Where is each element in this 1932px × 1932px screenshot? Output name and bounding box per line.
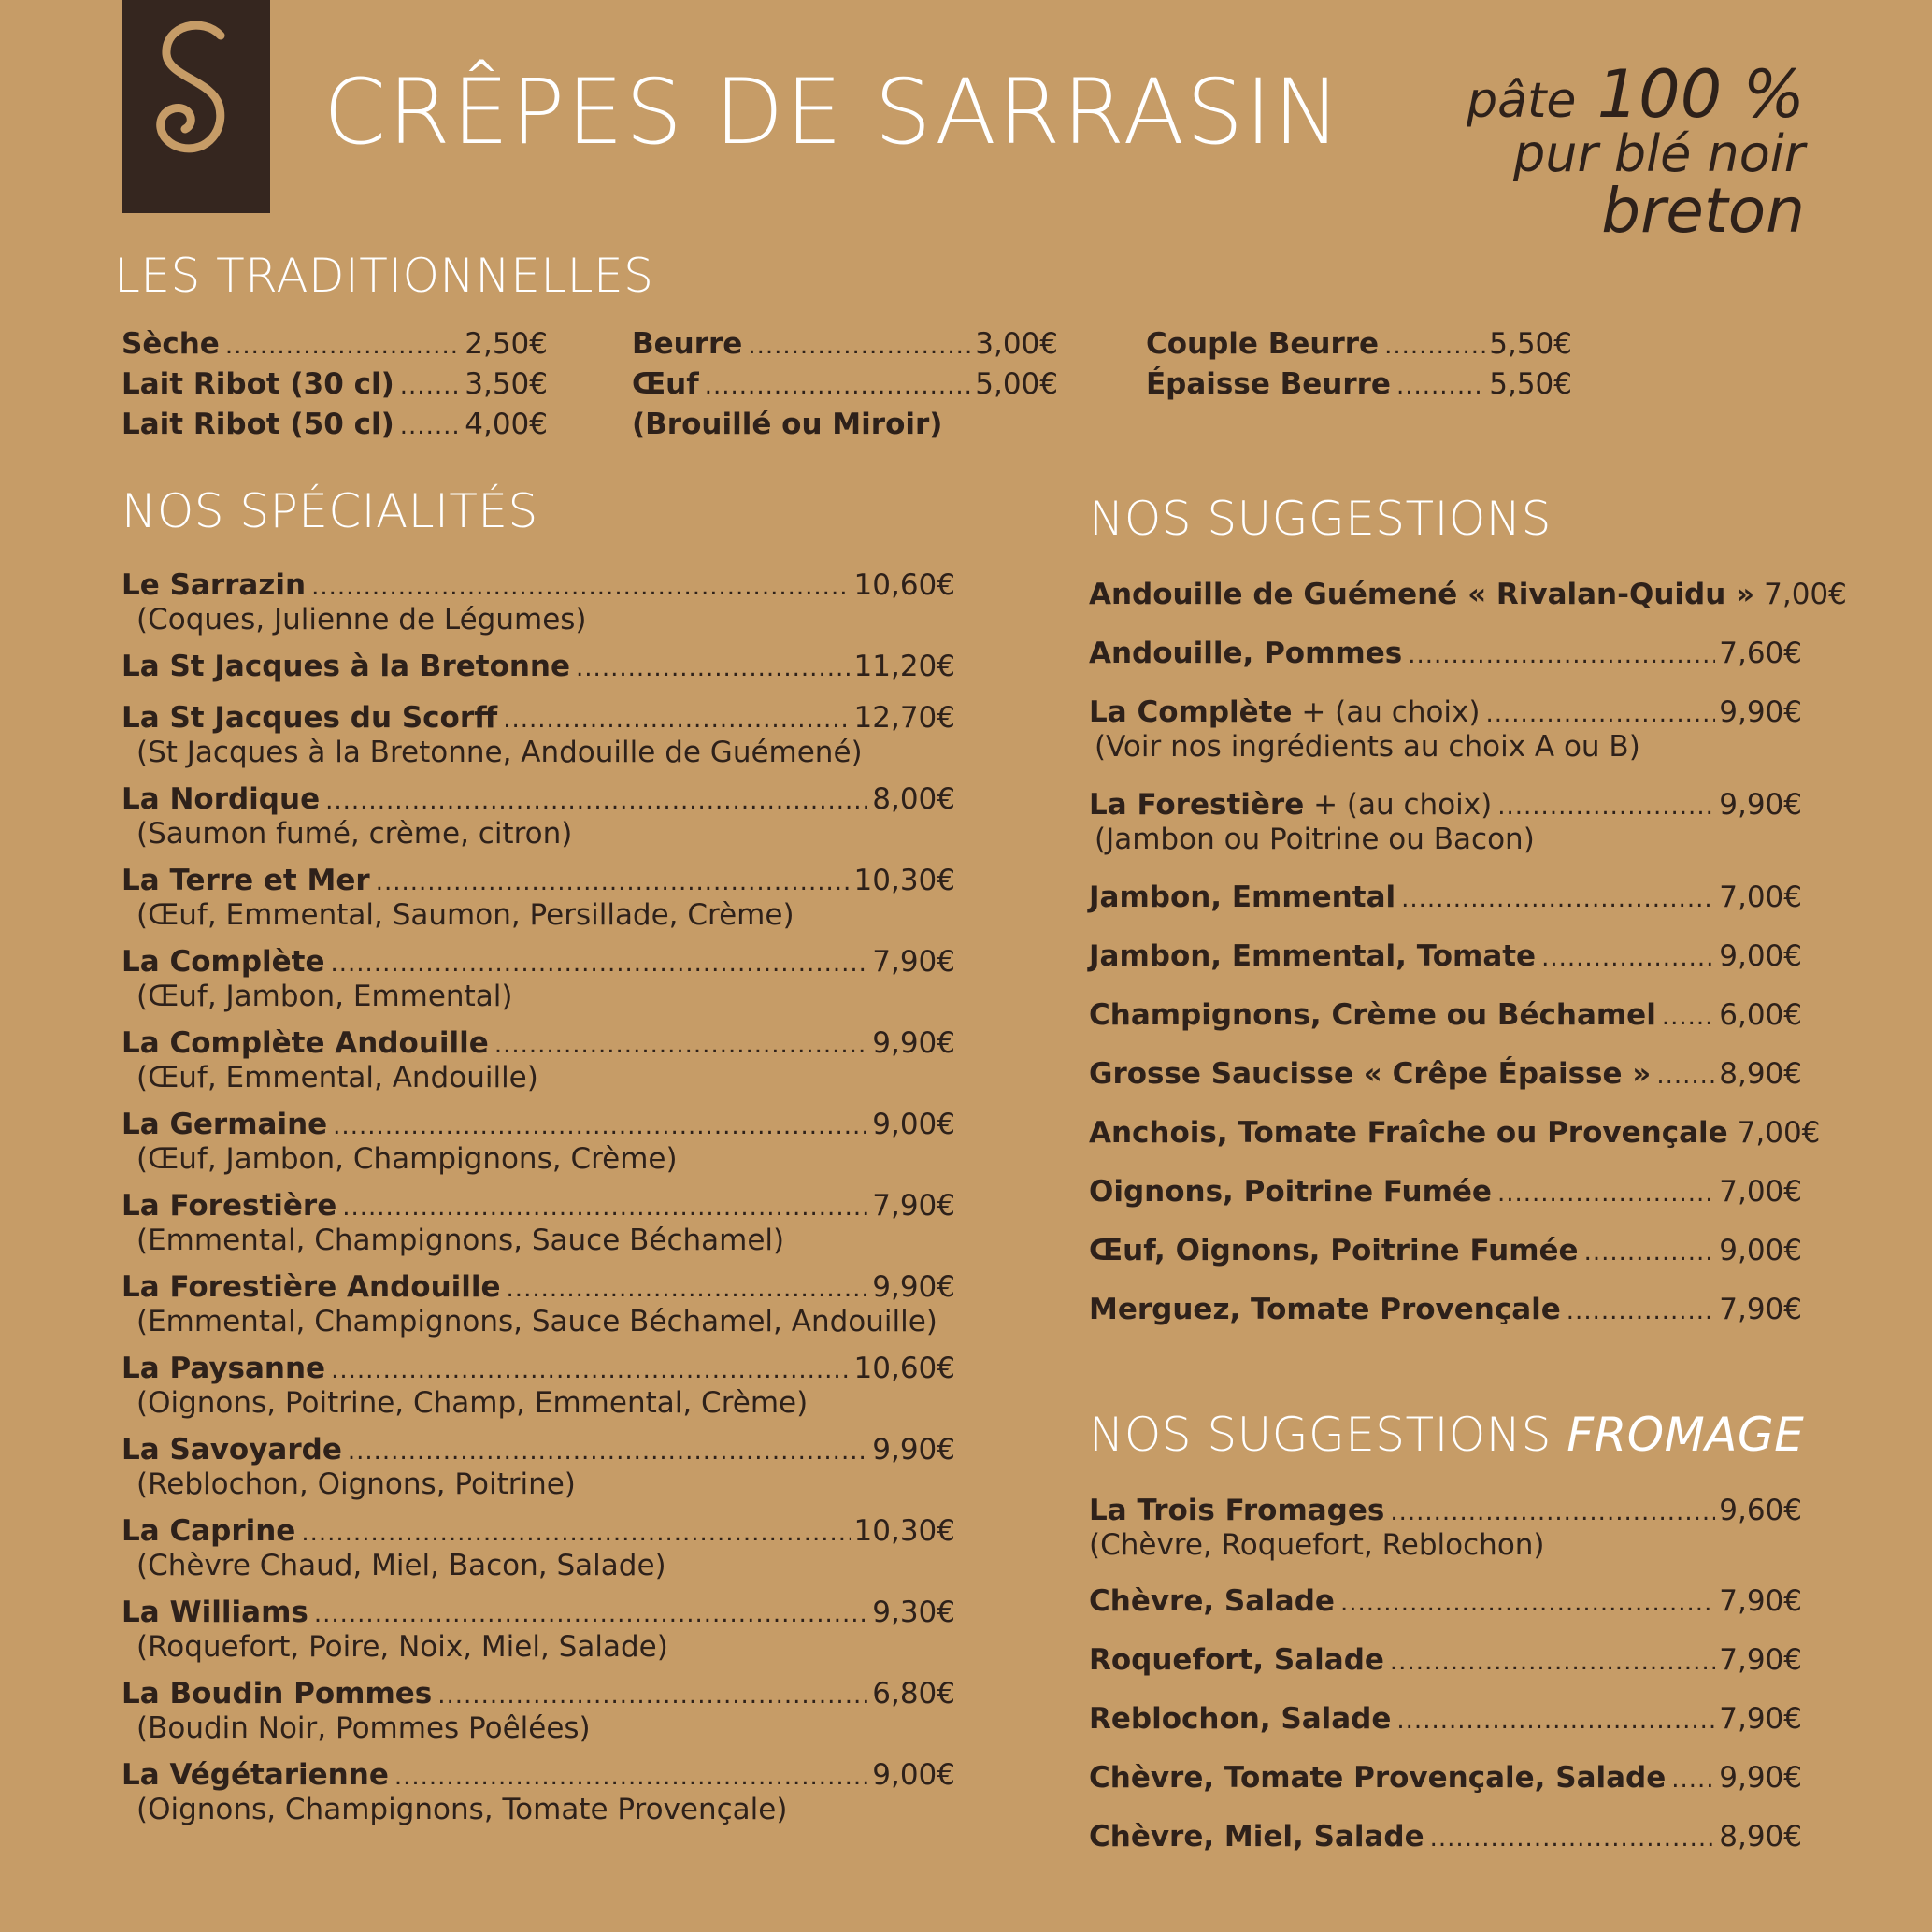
menu-item-description: (Chèvre Chaud, Miel, Bacon, Salade) xyxy=(136,1549,666,1582)
menu-item-line xyxy=(122,1026,955,1062)
menu-item-line xyxy=(1089,788,1802,823)
menu-item xyxy=(122,568,955,650)
dot-leader xyxy=(311,568,850,604)
menu-item xyxy=(122,701,955,782)
menu-item-name-text: La Complète Andouille xyxy=(122,1026,489,1060)
menu-item-name xyxy=(1089,880,1395,914)
menu-item-name-text: Jambon, Emmental, Tomate xyxy=(1089,939,1537,973)
menu-item-line xyxy=(1089,1820,1802,1855)
menu-item-name xyxy=(122,1677,432,1710)
menu-item-price: 10,30€ xyxy=(853,1514,955,1548)
menu-item-line xyxy=(1089,998,1802,1034)
dot-leader xyxy=(394,1758,868,1794)
menu-item-name xyxy=(122,1189,336,1223)
menu-item-description: (Œuf, Jambon, Champignons, Crème) xyxy=(136,1142,678,1176)
menu-item xyxy=(1089,998,1802,1057)
menu-item-price: 6,80€ xyxy=(872,1677,955,1710)
menu-item-name-text: La Nordique xyxy=(122,782,321,816)
suggestions-list xyxy=(1089,578,1847,1352)
menu-item-price: 9,30€ xyxy=(872,1596,955,1629)
menu-item xyxy=(1089,578,1847,637)
menu-item-name-text: Andouille, Pommes xyxy=(1089,637,1403,670)
menu-item xyxy=(122,1596,955,1677)
menu-item-line xyxy=(122,1108,955,1143)
dot-leader xyxy=(494,1026,868,1062)
menu-item-name xyxy=(1089,1494,1384,1527)
menu-item xyxy=(122,1514,955,1596)
menu-item-price: 7,00€ xyxy=(1719,1175,1802,1209)
dot-leader xyxy=(1541,939,1715,975)
menu-item xyxy=(122,1189,955,1270)
menu-item-price: 7,90€ xyxy=(1719,1702,1802,1736)
menu-item-line xyxy=(1089,939,1802,975)
menu-item-name xyxy=(1089,788,1492,822)
dot-leader xyxy=(331,1352,850,1387)
menu-item-name-text: La Forestière xyxy=(122,1189,337,1223)
swirl-s-logo-icon xyxy=(138,19,252,159)
menu-item xyxy=(122,1108,955,1189)
menu-item-name-text: Anchois, Tomate Fraîche ou Provençale xyxy=(1089,1116,1728,1150)
dot-leader xyxy=(348,1433,868,1468)
dot-leader xyxy=(1430,1820,1716,1855)
dot-leader xyxy=(333,1108,868,1143)
menu-item: Couple Beurre ..... 5,50€ xyxy=(1146,325,1572,365)
menu-item-name xyxy=(1089,1761,1666,1795)
dot-leader xyxy=(1567,1293,1715,1328)
specialites-list xyxy=(122,568,955,1839)
menu-item-name xyxy=(122,1758,389,1792)
menu-item-line xyxy=(122,1270,955,1306)
dot-leader xyxy=(325,782,868,818)
menu-item xyxy=(122,782,955,864)
menu-item-name-text: La Trois Fromages xyxy=(1089,1494,1385,1527)
menu-item-line xyxy=(1089,1494,1802,1529)
menu-item-name xyxy=(1089,939,1536,973)
tagline-line3: breton xyxy=(1601,175,1805,248)
menu-item-name-text: Œuf, Oignons, Poitrine Fumée xyxy=(1089,1234,1579,1267)
menu-item-name xyxy=(1089,998,1656,1032)
dot-leader xyxy=(376,864,851,899)
menu-item xyxy=(122,1026,955,1108)
menu-item-name xyxy=(122,701,497,735)
menu-item-name xyxy=(122,945,325,979)
menu-item-description: (Oignons, Poitrine, Champ, Emmental, Crème) xyxy=(136,1386,809,1420)
menu-item-name xyxy=(122,1108,327,1141)
menu-item-name xyxy=(1089,1293,1561,1326)
menu-item-description: (Coques, Julienne de Légumes) xyxy=(136,603,587,637)
menu-item xyxy=(1089,695,1802,788)
dot-leader xyxy=(1671,1761,1715,1796)
logo xyxy=(122,0,270,213)
menu-item-name xyxy=(122,864,370,897)
menu-item xyxy=(1089,1702,1802,1761)
menu-item-name xyxy=(122,782,320,816)
menu-item-description: (Œuf, Emmental, Andouille) xyxy=(136,1061,538,1095)
menu-item-price: 7,90€ xyxy=(872,945,955,979)
menu-item xyxy=(1089,1494,1802,1584)
menu-item-name xyxy=(1089,637,1402,670)
menu-item-price: 8,90€ xyxy=(1719,1057,1802,1091)
menu-item-name xyxy=(1089,1820,1424,1853)
heading-fromage-italic: FROMAGE xyxy=(1567,1408,1805,1462)
dot-leader xyxy=(1584,1234,1716,1269)
menu-item-price: 9,90€ xyxy=(872,1433,955,1467)
menu-item-price: 7,00€ xyxy=(1764,578,1847,611)
menu-item-price: 12,70€ xyxy=(853,701,955,735)
menu-item-description: (Œuf, Jambon, Emmental) xyxy=(136,980,513,1013)
section-heading-specialites: NOS SPÉCIALITÉS xyxy=(122,484,538,538)
tagline xyxy=(1467,56,1805,248)
menu-item-price: 9,00€ xyxy=(872,1108,955,1141)
menu-item-name-text: Chèvre, Salade xyxy=(1089,1584,1335,1618)
menu-item-price: 7,60€ xyxy=(1719,637,1802,670)
menu-item-price: 11,20€ xyxy=(853,650,955,683)
menu-item xyxy=(1089,1057,1802,1116)
dot-leader xyxy=(1656,1057,1715,1093)
menu-item: Beurre ..... 3,00€ xyxy=(632,325,1058,365)
menu-item-name-text: Reblochon, Salade xyxy=(1089,1702,1392,1736)
menu-item-name xyxy=(122,1026,489,1060)
menu-item-line xyxy=(1089,695,1802,731)
menu-item xyxy=(122,1433,955,1514)
menu-item-name xyxy=(1089,578,1754,611)
dot-leader xyxy=(1486,695,1716,731)
dot-leader xyxy=(1390,1643,1715,1679)
menu-item-price: 7,90€ xyxy=(1719,1584,1802,1618)
menu-item-description: (Boudin Noir, Pommes Poêlées) xyxy=(136,1711,591,1745)
menu-item-price: 7,00€ xyxy=(1719,880,1802,914)
heading-fromage-main: NOS SUGGESTIONS xyxy=(1089,1408,1567,1462)
menu-item-name-text: La Complète xyxy=(1089,695,1293,729)
menu-item xyxy=(1089,1234,1802,1293)
menu-item-name xyxy=(122,568,306,602)
menu-item-line xyxy=(1089,1584,1802,1620)
menu-item-name-text: Chèvre, Tomate Provençale, Salade xyxy=(1089,1761,1667,1795)
menu-item: Lait Ribot (30 cl) ..... 3,50€ xyxy=(122,365,548,406)
menu-item xyxy=(1089,1175,1802,1234)
menu-item xyxy=(122,1352,955,1433)
menu-item-line xyxy=(1089,1293,1802,1328)
menu-item-price: 9,90€ xyxy=(1719,695,1802,729)
dot-leader xyxy=(1340,1584,1715,1620)
menu-item-name-text: La Williams xyxy=(122,1596,308,1629)
dot-leader xyxy=(576,650,850,685)
menu-item-line xyxy=(122,1433,955,1468)
dot-leader xyxy=(1390,1494,1715,1529)
dot-leader xyxy=(1408,637,1715,672)
menu-item-price: 9,00€ xyxy=(1719,1234,1802,1267)
menu-item: Œuf ..... 5,00€ xyxy=(632,365,1058,406)
menu-item xyxy=(1089,1820,1802,1879)
dot-leader xyxy=(507,1270,869,1306)
menu-item-name-text: La St Jacques du Scorff xyxy=(122,701,498,735)
dot-leader xyxy=(503,701,850,737)
menu-item-line xyxy=(1089,1643,1802,1679)
menu-note: (Brouillé ou Miroir) xyxy=(632,408,943,441)
menu-item-name-text: Roquefort, Salade xyxy=(1089,1643,1384,1677)
menu-item-description: (Emmental, Champignons, Sauce Béchamel, Andouille) xyxy=(136,1305,937,1338)
menu-item xyxy=(122,650,955,701)
dot-leader xyxy=(1401,880,1715,916)
menu-item-description: (Oignons, Champignons, Tomate Provençale) xyxy=(136,1793,788,1826)
menu-item-price: 7,90€ xyxy=(1719,1643,1802,1677)
menu-item-name-text: La Savoyarde xyxy=(122,1433,342,1467)
menu-item-price: 9,00€ xyxy=(1719,939,1802,973)
menu-item-line xyxy=(122,1189,955,1224)
menu-item-price: 6,00€ xyxy=(1719,998,1802,1032)
menu-item-line xyxy=(122,782,955,818)
menu-item-name-text: Merguez, Tomate Provençale xyxy=(1089,1293,1561,1326)
menu-item-price: 9,00€ xyxy=(872,1758,955,1792)
menu-item-line xyxy=(1089,1702,1802,1738)
menu-item xyxy=(1089,1643,1802,1702)
menu-item: Sèche ..... 2,50€ xyxy=(122,325,548,365)
menu-item-name xyxy=(1089,1584,1335,1618)
menu-item-name xyxy=(122,1352,325,1385)
menu-item xyxy=(122,945,955,1026)
tagline-part1: pâte xyxy=(1467,73,1577,129)
menu-item xyxy=(1089,637,1802,695)
menu-item-line xyxy=(122,945,955,980)
menu-item xyxy=(122,1758,955,1839)
menu-item-name-text: Oignons, Poitrine Fumée xyxy=(1089,1175,1492,1209)
dot-leader xyxy=(342,1189,868,1224)
menu-item-line xyxy=(122,1677,955,1712)
menu-item xyxy=(122,864,955,945)
menu-item-name-text: La St Jacques à la Bretonne xyxy=(122,650,571,683)
trad-column-3 xyxy=(1146,325,1572,406)
menu-item-name xyxy=(122,1596,308,1629)
menu-item-line xyxy=(1089,1116,1821,1152)
menu-item-line xyxy=(1089,1761,1802,1796)
menu-item-price: 7,90€ xyxy=(872,1189,955,1223)
dot-leader xyxy=(1497,788,1715,823)
fromage-list xyxy=(1089,1494,1802,1879)
menu-item-price: 9,90€ xyxy=(1719,1761,1802,1795)
trad-column-1 xyxy=(122,325,548,446)
menu-item-description: (Voir nos ingrédients au choix A ou B) xyxy=(1095,730,1640,764)
menu-item-name-text: La Complète xyxy=(122,945,325,979)
menu-item xyxy=(122,1677,955,1758)
menu-item xyxy=(1089,1584,1802,1643)
section-heading-fromage xyxy=(1089,1408,1804,1462)
section-heading-suggestions: NOS SUGGESTIONS xyxy=(1089,492,1552,546)
menu-item-description: (Chèvre, Roquefort, Reblochon) xyxy=(1089,1528,1545,1562)
menu-item-name xyxy=(1089,695,1481,729)
menu-item-price: 8,90€ xyxy=(1719,1820,1802,1853)
menu-item-price: 9,90€ xyxy=(1719,788,1802,822)
menu-item-line xyxy=(1089,1175,1802,1210)
menu-item-price: 9,90€ xyxy=(872,1026,955,1060)
menu-item-name-text: La Caprine xyxy=(122,1514,296,1548)
menu-item-price: 8,00€ xyxy=(872,782,955,816)
menu-item-name xyxy=(122,1514,295,1548)
menu-item-name xyxy=(1089,1116,1728,1150)
menu-item-name xyxy=(122,650,570,683)
menu-item-line xyxy=(122,1352,955,1387)
menu-item-name-text: La Végétarienne xyxy=(122,1758,389,1792)
menu-item xyxy=(122,1270,955,1352)
menu-item-price: 9,90€ xyxy=(872,1270,955,1304)
menu-item-line xyxy=(1089,578,1847,613)
menu-item-description: (Œuf, Emmental, Saumon, Persillade, Crème) xyxy=(136,898,794,932)
menu-item-name xyxy=(122,1433,342,1467)
menu-item-line xyxy=(1089,880,1802,916)
menu-item: Lait Ribot (50 cl) ..... 4,00€ xyxy=(122,406,548,446)
menu-item-name xyxy=(1089,1234,1579,1267)
menu-item-description: (Reblochon, Oignons, Poitrine) xyxy=(136,1467,576,1501)
menu-item-description: (St Jacques à la Bretonne, Andouille de Guémené) xyxy=(136,736,863,769)
menu-item-price: 10,60€ xyxy=(853,568,955,602)
menu-item-line xyxy=(1089,1234,1802,1269)
menu-item-description: (Roquefort, Poire, Noix, Miel, Salade) xyxy=(136,1630,668,1664)
menu-item-description: (Emmental, Champignons, Sauce Béchamel) xyxy=(136,1224,785,1257)
menu-item xyxy=(1089,1761,1802,1820)
dot-leader xyxy=(314,1596,868,1631)
dot-leader xyxy=(331,945,869,980)
menu-item xyxy=(1089,880,1802,939)
menu-item-line xyxy=(122,864,955,899)
menu-item-price: 10,30€ xyxy=(853,864,955,897)
menu-item-line xyxy=(122,1514,955,1550)
menu-item-name-text: La Forestière xyxy=(1089,788,1305,822)
menu-item-name-text: Le Sarrazin xyxy=(122,568,307,602)
menu-item-name-text: La Terre et Mer xyxy=(122,864,370,897)
dot-leader xyxy=(1396,1702,1715,1738)
dot-leader xyxy=(1662,998,1715,1034)
menu-item-name-text: Champignons, Crème ou Béchamel xyxy=(1089,998,1656,1032)
menu-item xyxy=(1089,1293,1802,1352)
menu-item-name-text: La Boudin Pommes xyxy=(122,1677,433,1710)
menu-item-option: + (au choix) xyxy=(1292,695,1481,729)
menu-item: Épaisse Beurre ..... 5,50€ xyxy=(1146,365,1572,406)
menu-item-name-text: Andouille de Guémené « Rivalan-Quidu » xyxy=(1089,578,1755,611)
section-heading-traditionnelles: LES TRADITIONNELLES xyxy=(114,249,654,303)
menu-item-price: 9,60€ xyxy=(1719,1494,1802,1527)
menu-item-line xyxy=(122,568,955,604)
menu-item-name-text: Jambon, Emmental xyxy=(1089,880,1396,914)
menu-item-line xyxy=(1089,637,1802,672)
menu-item-name-text: La Germaine xyxy=(122,1108,328,1141)
menu-item-name xyxy=(1089,1057,1651,1091)
menu-item-option: + (au choix) xyxy=(1304,788,1493,822)
menu-item-name-text: Grosse Saucisse « Crêpe Épaisse » xyxy=(1089,1057,1652,1091)
tagline-line2: pur blé noir xyxy=(1512,124,1805,184)
menu-item-name-text: La Forestière Andouille xyxy=(122,1270,501,1304)
menu-item-name xyxy=(1089,1702,1391,1736)
dot-leader xyxy=(301,1514,850,1550)
menu-item-description: (Jambon ou Poitrine ou Bacon) xyxy=(1095,823,1535,856)
dot-leader xyxy=(1497,1175,1715,1210)
menu-item-name-text: Chèvre, Miel, Salade xyxy=(1089,1820,1424,1853)
menu-item-line xyxy=(122,1758,955,1794)
menu-item-name-text: La Paysanne xyxy=(122,1352,326,1385)
menu-item-name xyxy=(122,1270,501,1304)
tagline-part2: 100 % xyxy=(1596,56,1805,133)
menu-item-line xyxy=(122,650,955,685)
menu-item-price: 7,00€ xyxy=(1737,1116,1821,1150)
menu-item-name xyxy=(1089,1643,1384,1677)
menu-title: CRÊPES DE SARRASIN xyxy=(323,60,1343,165)
menu-item-description: (Saumon fumé, crème, citron) xyxy=(136,817,573,851)
dot-leader xyxy=(437,1677,868,1712)
menu-item-line xyxy=(1089,1057,1802,1093)
trad-column-2 xyxy=(632,325,1058,444)
menu-item-price: 7,90€ xyxy=(1719,1293,1802,1326)
menu-item-name xyxy=(1089,1175,1492,1209)
menu-item-line xyxy=(122,701,955,737)
menu-item xyxy=(1089,788,1802,880)
menu-item xyxy=(1089,939,1802,998)
menu-item-line xyxy=(122,1596,955,1631)
menu-item-price: 10,60€ xyxy=(853,1352,955,1385)
menu-item xyxy=(1089,1116,1821,1175)
